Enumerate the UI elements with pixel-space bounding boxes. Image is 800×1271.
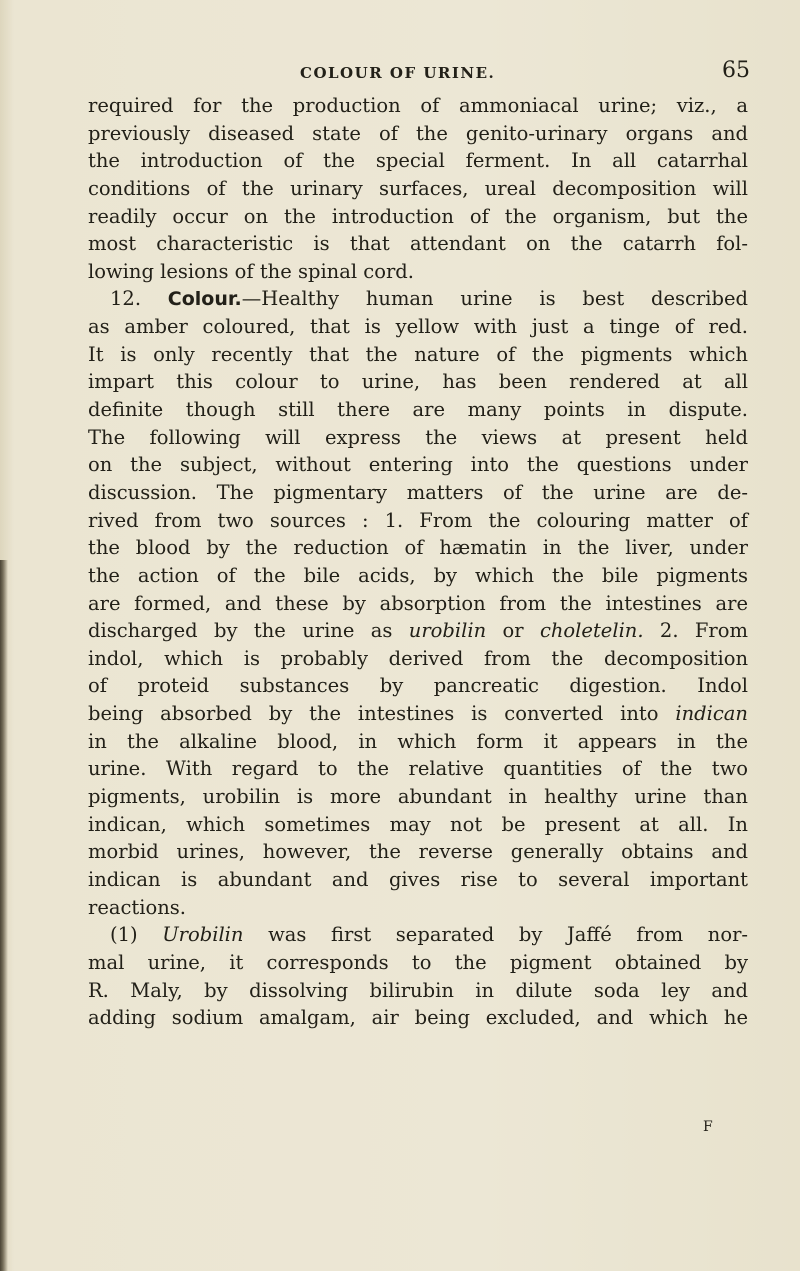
text-segment: pigments, urobilin is more abundant in healthy urine than [88,785,748,809]
text-segment: adding sodium amalgam, air being excluded, and which he [88,1006,748,1030]
text-segment: required for the production of ammoniacal urine; viz., a [88,94,748,117]
text-segment: definite though still there are many points in dispute. [88,398,748,422]
text-segment: previously diseased state of the genito-urinary organs and [88,121,748,145]
text-line [88,258,748,286]
text-segment: the action of the bile acids, by which the bile pigments [88,563,748,587]
text-segment: (1) [110,923,163,947]
text-segment: the blood by the reduction of hæmatin in the liver, under [88,536,748,560]
text-segment: readily occur on the introduction of the organism, but the [88,204,748,228]
italic-term: choletelin. [539,619,644,643]
text-line [88,755,748,783]
text-segment: was first separated by Jaffé from nor- [243,923,748,947]
text-line [88,617,748,645]
italic-term: Urobilin [162,923,244,947]
text-segment: are formed, and these by absorption from the intestines are [88,591,748,615]
text-line [88,783,748,811]
text-segment: rived from two sources : 1. From the colouring matter of [88,508,748,532]
text-line [88,921,748,949]
text-segment: impart this colour to urine, has been rendered at all [88,370,748,394]
text-segment: mal urine, it corresponds to the pigment obtained by [88,950,748,974]
text-line [88,368,748,396]
text-line [88,645,748,673]
text-segment: in the alkaline blood, in which form it appears in the [88,729,748,753]
text-line [88,451,748,479]
text-segment: indican is abundant and gives rise to several important [88,867,748,891]
text-line [88,120,748,148]
page-number: 65 [722,58,750,83]
text-line [88,285,748,313]
text-segment: 12. [110,287,168,311]
text-line [88,424,748,452]
section-heading: Colour. [167,288,242,311]
text-line [88,562,748,590]
text-line [88,479,748,507]
text-line [88,672,748,700]
text-line [88,728,748,756]
running-head [0,58,800,88]
text-segment: on the subject, without entering into the questions under [88,453,748,477]
text-segment: reactions. [88,895,186,919]
text-segment: the introduction of the special ferment. In all catarrhal [88,149,748,173]
text-line [88,203,748,231]
text-line [88,811,748,839]
spine-shadow [0,560,8,1271]
text-line [88,341,748,369]
text-segment: R. Maly, by dissolving bilirubin in dilute soda ley and [88,978,748,1002]
italic-term: urobilin [408,619,487,643]
text-segment: indol, which is probably derived from the decomposition [88,646,748,670]
text-segment: conditions of the urinary surfaces, ureal decomposition will [88,176,748,200]
text-segment: urine. With regard to the relative quantities of the two [88,757,748,781]
text-line [88,507,748,535]
text-line [88,396,748,424]
text-segment: most characteristic is that attendant on the catarrh fol- [88,232,748,256]
running-title: COLOUR OF URINE. [300,64,496,82]
text-segment: discharged by the urine as [88,619,409,643]
text-line [88,1004,748,1032]
text-segment: lowing lesions of the spinal cord. [88,259,414,283]
text-line [88,230,748,258]
text-segment: as amber coloured, that is yellow with just a tinge of red. [88,315,748,339]
text-line [88,590,748,618]
text-line [88,147,748,175]
text-segment: of proteid substances by pancreatic digestion. Indol [88,674,748,698]
text-segment: being absorbed by the intestines is converted into [88,702,676,726]
text-line [88,894,748,922]
text-line [88,175,748,203]
text-line [88,92,748,120]
italic-term: indican [675,702,748,726]
text-segment: —Healthy human urine is best described [241,287,748,311]
text-line [88,866,748,894]
text-segment: 2. From [643,619,748,643]
text-segment: indican, which sometimes may not be present at all. In [88,812,748,836]
text-line [88,949,748,977]
text-line [88,838,748,866]
text-line [88,977,748,1005]
text-line [88,534,748,562]
text-segment: or [486,619,540,643]
text-segment: The following will express the views at present held [88,425,748,449]
text-segment: discussion. The pigmentary matters of the urine are de- [88,480,748,504]
text-segment: morbid urines, however, the reverse generally obtains and [88,840,748,864]
text-line [88,700,748,728]
body-text [88,92,748,1032]
text-line [88,313,748,341]
text-segment: It is only recently that the nature of the pigments which [88,342,748,366]
signature-mark: F [703,1119,713,1135]
